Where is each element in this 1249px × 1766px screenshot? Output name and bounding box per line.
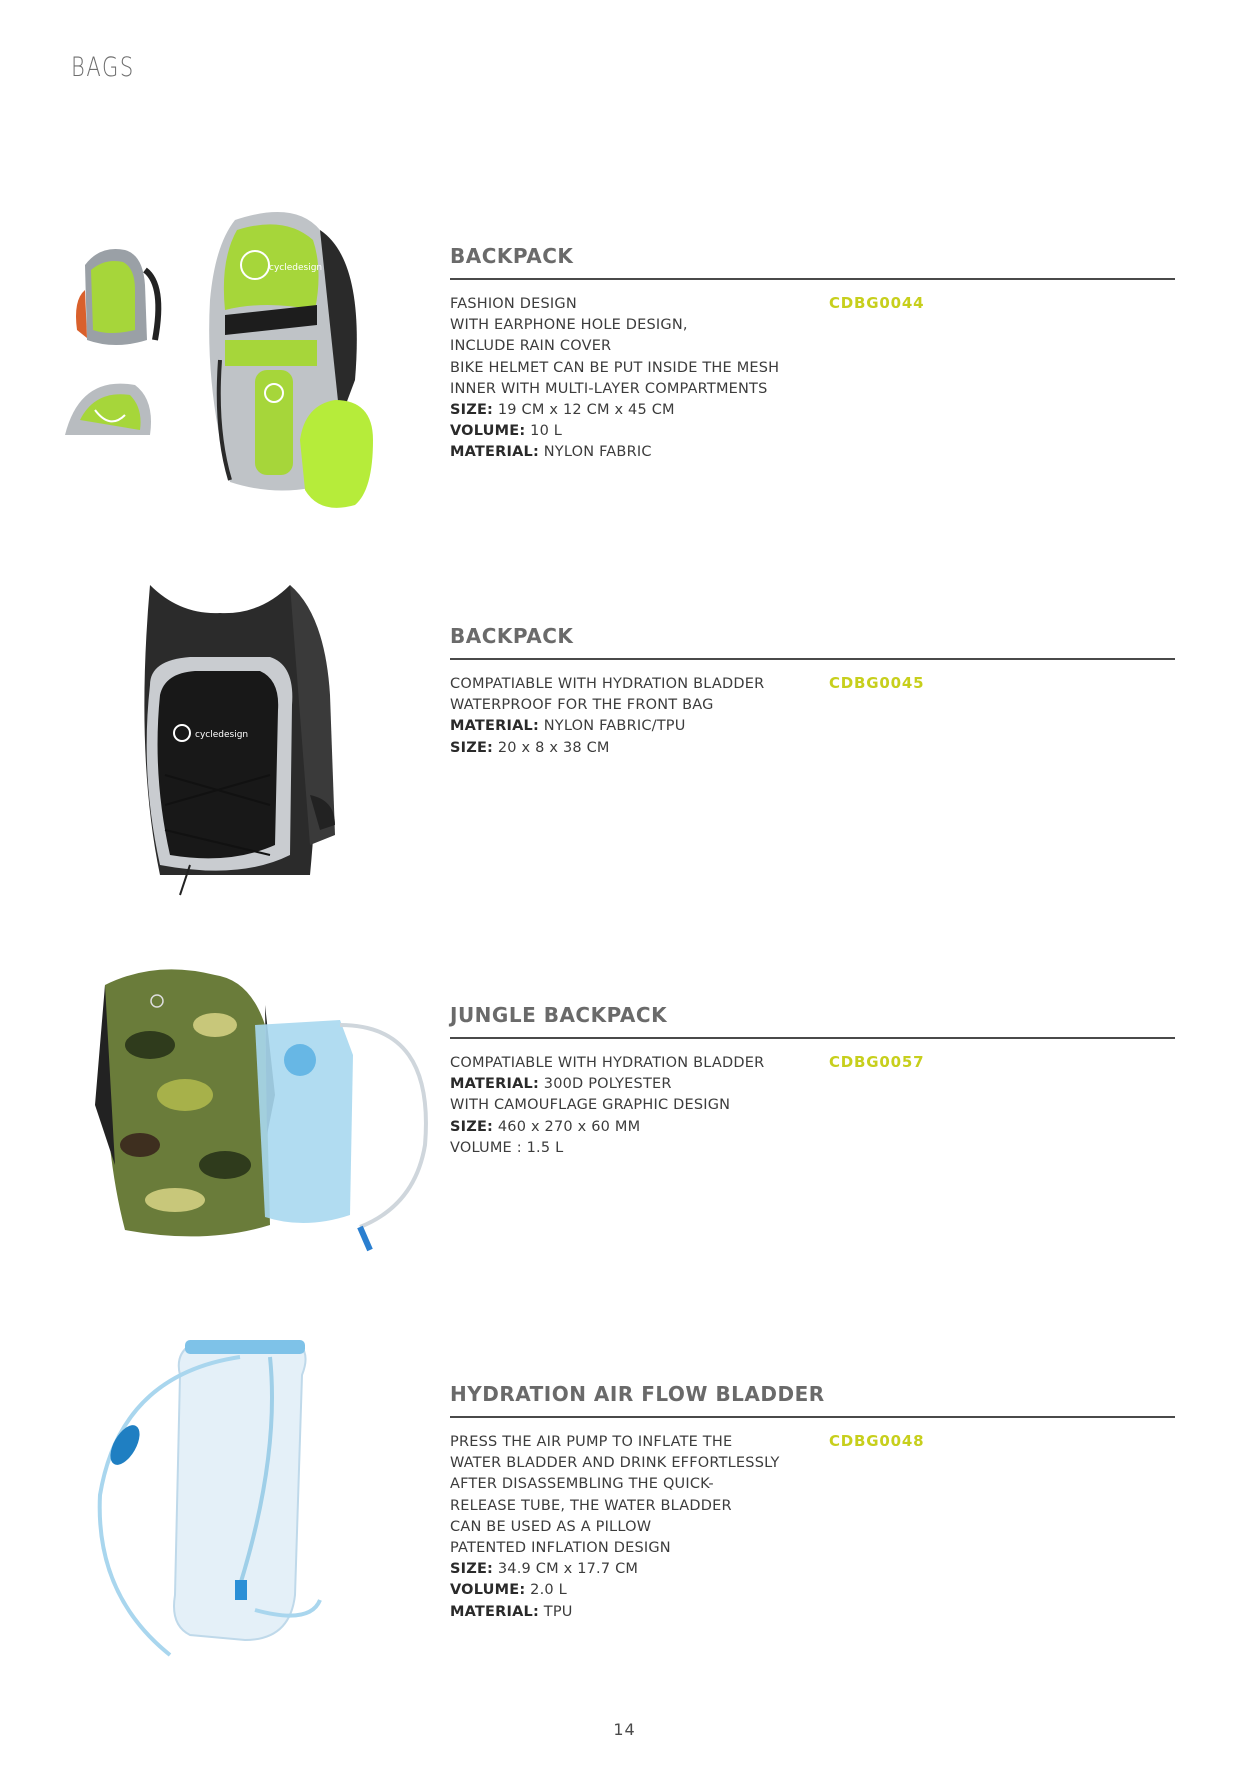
spec-text: TPU	[538, 1603, 573, 1620]
backpack-back-view-thumbnail	[65, 384, 151, 435]
product-description	[450, 1432, 810, 1623]
spec-text: VOLUME : 1.5 L	[450, 1139, 564, 1156]
spec-label: MATERIAL:	[450, 1076, 539, 1093]
spec-text: FASHION DESIGN	[450, 296, 577, 312]
air-flow-bladder-image	[80, 1335, 350, 1665]
spec-label: MATERIAL:	[450, 718, 539, 735]
description-line	[450, 1538, 810, 1559]
spec-text: INNER WITH MULTI-LAYER COMPARTMENTS	[450, 380, 768, 397]
description-line	[450, 421, 810, 442]
spec-label: MATERIAL:	[450, 1603, 539, 1620]
spec-label: VOLUME:	[450, 423, 526, 440]
description-line	[450, 1602, 810, 1623]
spec-text: WATERPROOF FOR THE FRONT BAG	[450, 697, 714, 714]
spec-label: VOLUME:	[450, 1582, 526, 1599]
spec-text: COMPATIABLE WITH HYDRATION BLADDER	[450, 676, 765, 692]
description-line	[450, 315, 810, 336]
product-title: JUNGLE BACKPACK	[450, 1003, 668, 1027]
backpack-side-view-thumbnail	[76, 249, 158, 345]
spec-text: AFTER DISASSEMBLING THE QUICK-	[450, 1476, 714, 1493]
spec-text: 20 x 8 x 38 CM	[493, 739, 610, 756]
spec-text: 2.0 L	[525, 1582, 567, 1599]
spec-text: 300D POLYESTER	[538, 1076, 672, 1093]
description-line	[450, 695, 810, 716]
spec-text: COMPATIABLE WITH HYDRATION BLADDER	[450, 1055, 765, 1071]
description-line	[450, 400, 810, 421]
spec-label: SIZE:	[450, 402, 494, 419]
description-line	[450, 1138, 810, 1159]
backpack-green-image	[55, 190, 425, 515]
description-line	[450, 1453, 810, 1474]
spec-text: INCLUDE RAIN COVER	[450, 338, 612, 355]
spec-text: 460 x 270 x 60 MM	[493, 1118, 641, 1135]
product-title: BACKPACK	[450, 244, 574, 268]
spec-text: 34.9 CM x 17.7 CM	[493, 1561, 639, 1578]
description-line	[450, 1517, 810, 1538]
spec-text: NYLON FABRIC	[538, 444, 652, 461]
product-code: CDBG0057	[829, 1053, 925, 1071]
spec-label: SIZE:	[450, 1118, 494, 1135]
product-title: HYDRATION AIR FLOW BLADDER	[450, 1382, 825, 1406]
spec-label: SIZE:	[450, 739, 494, 756]
page-heading: BAGS	[71, 52, 135, 83]
description-line	[450, 716, 810, 737]
backpack-black-image	[120, 575, 350, 905]
product-description	[450, 1053, 810, 1159]
spec-text: PATENTED INFLATION DESIGN	[450, 1540, 671, 1557]
title-divider	[450, 1037, 1175, 1039]
description-line	[450, 294, 810, 315]
spec-text: PRESS THE AIR PUMP TO INFLATE THE	[450, 1434, 733, 1450]
description-line	[450, 1580, 810, 1601]
spec-text: WATER BLADDER AND DRINK EFFORTLESSLY	[450, 1455, 780, 1472]
spec-text: WITH EARPHONE HOLE DESIGN,	[450, 317, 688, 334]
description-line	[450, 358, 810, 379]
logo-text: cycledesign	[269, 263, 323, 273]
description-line	[450, 336, 810, 357]
description-line	[450, 1074, 810, 1095]
spec-text: 10 L	[525, 423, 563, 440]
title-divider	[450, 278, 1175, 280]
rain-cover-image	[300, 400, 373, 508]
spec-text: CAN BE USED AS A PILLOW	[450, 1518, 652, 1535]
spec-text: BIKE HELMET CAN BE PUT INSIDE THE MESH	[450, 359, 780, 376]
product-description	[450, 674, 810, 759]
description-line	[450, 1559, 810, 1580]
spec-text: 19 CM x 12 CM x 45 CM	[493, 402, 675, 419]
description-line	[450, 1053, 810, 1074]
description-line	[450, 1474, 810, 1495]
description-line	[450, 1432, 810, 1453]
spec-label: SIZE:	[450, 1561, 494, 1578]
spec-text: NYLON FABRIC/TPU	[538, 718, 686, 735]
product-code: CDBG0045	[829, 674, 925, 692]
description-line	[450, 442, 810, 463]
title-divider	[450, 658, 1175, 660]
logo-text: cycledesign	[195, 730, 249, 740]
spec-text: RELEASE TUBE, THE WATER BLADDER	[450, 1497, 732, 1514]
spec-text: WITH CAMOUFLAGE GRAPHIC DESIGN	[450, 1097, 731, 1114]
description-line	[450, 674, 810, 695]
description-line	[450, 1117, 810, 1138]
page-number: 14	[613, 1720, 636, 1739]
description-line	[450, 1496, 810, 1517]
description-line	[450, 1095, 810, 1116]
jungle-backpack-image	[95, 965, 440, 1265]
product-code: CDBG0048	[829, 1432, 925, 1450]
spec-label: MATERIAL:	[450, 444, 539, 461]
title-divider	[450, 1416, 1175, 1418]
description-line	[450, 379, 810, 400]
description-line	[450, 738, 810, 759]
product-code: CDBG0044	[829, 294, 925, 312]
product-title: BACKPACK	[450, 624, 574, 648]
product-description	[450, 294, 810, 464]
